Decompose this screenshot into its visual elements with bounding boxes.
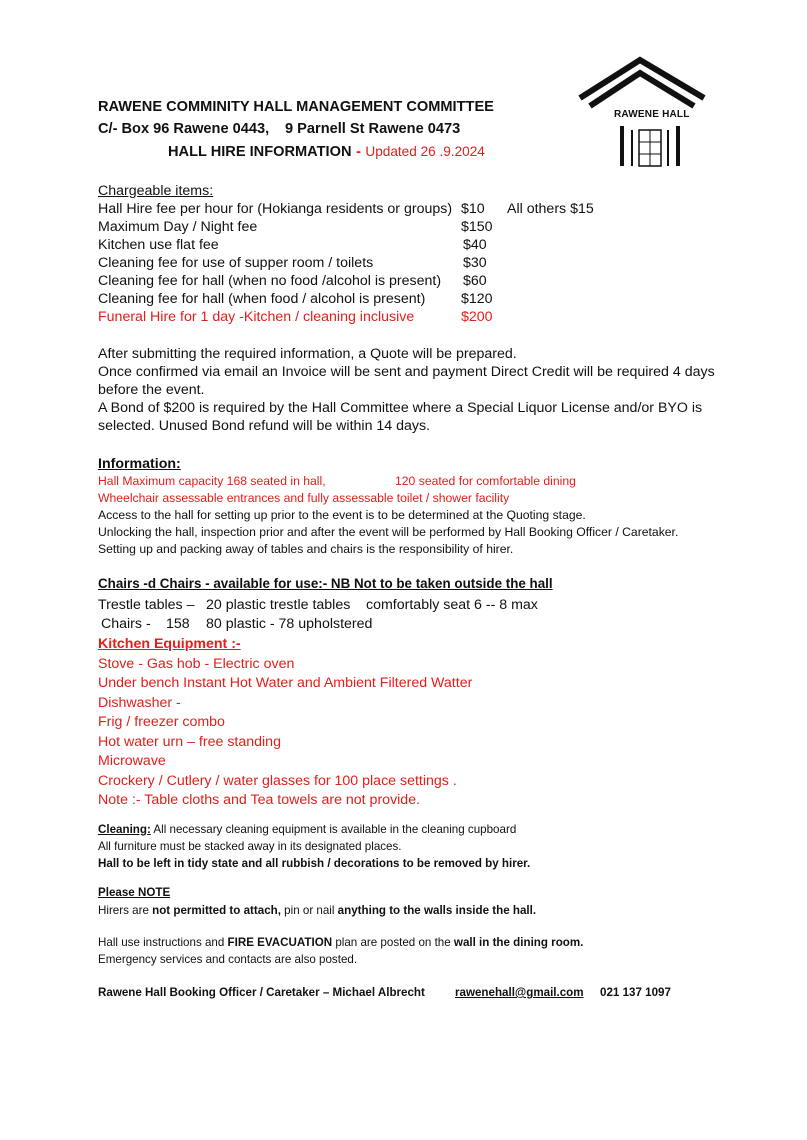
cleaning-line-2: All furniture must be stacked away in its designated places. [98,840,402,853]
kitchen-item-urn: Hot water urn – free standing [98,734,281,750]
fee-label-no-food: Cleaning fee for hall (when no food /alcohol is present) [98,273,442,289]
wheelchair-access: Wheelchair assessable entrances and fully assessable toilet / shower facility [98,491,510,505]
kitchen-item-stove: Stove - Gas hob - Electric oven [98,656,295,672]
instructions-text-4: wall in the dining room. [453,936,584,949]
fee-price-maximum: $150 [461,219,493,235]
instructions-text [98,936,583,949]
kitchen-heading: Kitchen Equipment :- [98,636,241,652]
note-text [98,904,536,917]
cleaning-label: Cleaning: [98,823,151,836]
chairs-label: Chairs - [101,616,151,632]
note-text-3: pin or nail [280,904,338,917]
fee-price-food: $120 [461,291,493,307]
kitchen-item-fridge: Frig / freezer combo [98,714,225,730]
address-box: C/- Box 96 Rawene 0443, [98,121,270,137]
info-title: HALL HIRE INFORMATION [168,144,352,160]
fee-label-kitchen: Kitchen use flat fee [98,237,219,253]
fee-extra-others: All others $15 [507,201,594,217]
fee-price-kitchen: $40 [463,237,487,253]
fee-price-no-food: $60 [463,273,487,289]
fee-price-funeral: $200 [461,309,493,325]
logo-text: RAWENE HALL [614,109,690,120]
capacity-dining: 120 seated for comfortable dining [395,474,576,488]
kitchen-item-crockery: Crockery / Cutlery / water glasses for 100 place settings . [98,773,457,789]
title-dash: - [355,143,361,160]
phone-number: 021 137 1097 [600,986,671,999]
note-heading: Please NOTE [98,886,171,899]
fee-label-food: Cleaning fee for hall (when food / alcohol is present) [98,291,426,307]
cleaning-line-1 [98,823,516,836]
chairs-count: 158 [166,616,190,632]
email-link[interactable]: rawenehall@gmail.com [455,986,584,999]
access-setup-text: Access to the hall for setting up prior to the event is to be determined at the Quoting stage. [98,508,586,522]
quote-text-2b: before the event. [98,382,205,398]
address-street: 9 Parnell St Rawene 0473 [285,121,461,137]
capacity-seated: Hall Maximum capacity 168 seated in hall, [98,474,326,488]
committee-title: RAWENE COMMINITY HALL MANAGEMENT COMMITTEE [98,99,494,115]
emergency-text: Emergency services and contacts are also posted. [98,953,358,966]
trestle-label: Trestle tables – [98,597,195,613]
trestle-count: 20 plastic trestle tables [206,597,351,613]
quote-text-2a: Once confirmed via email an Invoice will be sent and payment Direct Credit will be required 4 days [98,364,715,380]
updated-date: Updated 26 .9.2024 [365,144,485,159]
note-text-4: anything to the walls inside the hall. [337,904,537,917]
fee-label-hourly: Hall Hire fee per hour for (Hokianga residents or groups) [98,201,453,217]
cleaning-line-3: Hall to be left in tidy state and all rubbish / decorations to be removed by hirer. [98,857,531,870]
instructions-text-2: FIRE EVACUATION [227,936,333,949]
bond-text-2: selected. Unused Bond refund will be within 14 days. [98,418,431,434]
kitchen-item-microwave: Microwave [98,753,166,769]
information-heading: Information: [98,456,181,472]
fee-label-maximum: Maximum Day / Night fee [98,219,258,235]
bond-text-1: A Bond of $200 is required by the Hall Committee where a Special Liquor License and/or BYO is [98,400,703,416]
setup-responsibility-text: Setting up and packing away of tables and chairs is the responsibility of hirer. [98,542,514,556]
chairs-breakdown: 80 plastic - 78 upholstered [206,616,373,632]
chairs-heading: Chairs -d Chairs - available for use:- NB Not to be taken outside the hall [98,576,553,591]
fee-label-supper-room: Cleaning fee for use of supper room / toilets [98,255,374,271]
quote-text-1: After submitting the required information, a Quote will be prepared. [98,346,517,362]
unlocking-text: Unlocking the hall, inspection prior and after the event will be performed by Hall Booking Officer / Caretaker. [98,525,679,539]
kitchen-item-hot-water: Under bench Instant Hot Water and Ambient Filtered Watter [98,675,473,691]
kitchen-item-dishwasher: Dishwasher - [98,695,181,711]
cleaning-text: All necessary cleaning equipment is available in the cleaning cupboard [150,823,517,836]
instructions-text-1: Hall use instructions and [98,936,228,949]
kitchen-note: Note :- Table cloths and Tea towels are not provide. [98,792,421,808]
trestle-seating: comfortably seat 6 -- 8 max [366,597,538,613]
note-text-1: Hirers are [98,904,153,917]
chargeable-heading: Chargeable items: [98,183,214,199]
note-text-2: not permitted to attach, [152,904,281,917]
fee-label-funeral: Funeral Hire for 1 day -Kitchen / cleaning inclusive [98,309,415,325]
info-title-line [168,143,485,161]
fee-price-supper-room: $30 [463,255,487,271]
instructions-text-3: plan are posted on the [332,936,454,949]
contact-person: Rawene Hall Booking Officer / Caretaker – Michael Albrecht [98,986,425,999]
fee-price-hourly: $10 [461,201,485,217]
